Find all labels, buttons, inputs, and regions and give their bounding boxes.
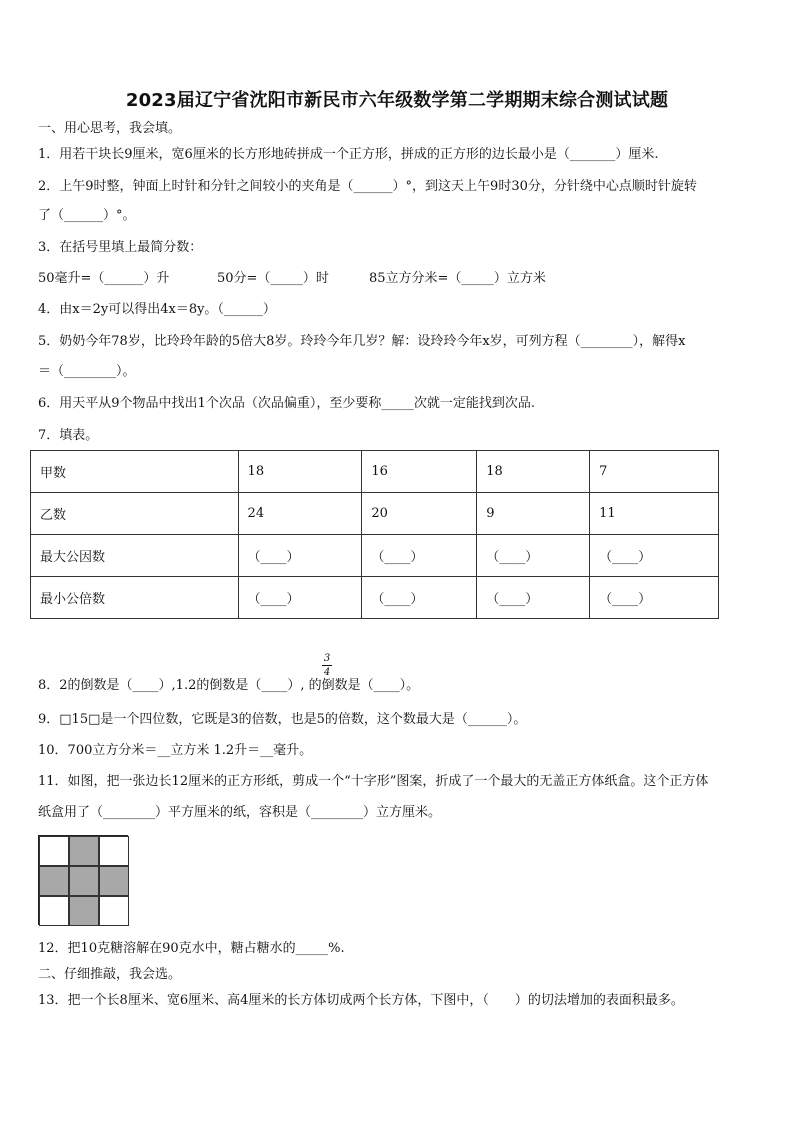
section-heading-1: 一、用心思考，我会填。 xyxy=(38,121,182,136)
question-7: 7．填表。 xyxy=(38,428,99,443)
table-row xyxy=(31,493,719,535)
question-6: 6．用天平从9个物品中找出1个次品（次品偏重），至少要称_____次就一定能找到次品. xyxy=(38,396,535,411)
table-cell: 7 xyxy=(590,451,719,493)
table-cell: 乙数 xyxy=(31,493,239,535)
question-11-line-2: 纸盒用了（________）平方厘米的纸，容积是（________）立方厘米。 xyxy=(38,805,442,820)
question-9: 9．□15□是一个四位数，它既是3的倍数，也是5的倍数，这个数最大是（______）。 xyxy=(38,712,527,727)
question-12: 12．把10克糖溶解在90克水中，糖占糖水的_____%. xyxy=(38,941,345,956)
fraction-bar xyxy=(322,665,332,666)
answer-blank-cell: （____） xyxy=(238,577,362,619)
question-1: 1．用若干块长9厘米，宽6厘米的长方形地砖拼成一个正方形，拼成的正方形的边长最小是（_______）厘米. xyxy=(38,147,659,162)
fraction-numerator: 3 xyxy=(323,653,331,664)
grid-cell xyxy=(99,866,129,896)
question-3-part-a: 50毫升=（______）升 xyxy=(38,271,170,286)
answer-blank-cell: （____） xyxy=(238,535,362,577)
grid-cell xyxy=(39,896,69,926)
page-title: 2023届辽宁省沈阳市新民市六年级数学第二学期期末综合测试试题 xyxy=(125,90,669,111)
question-3-part-c: 85立方分米=（_____）立方米 xyxy=(369,271,546,286)
grid-cell xyxy=(39,836,69,866)
table-cell: 甲数 xyxy=(31,451,239,493)
question-5-line-1: 5．奶奶今年78岁，比玲玲年龄的5倍大8岁。玲玲今年几岁？解：设玲玲今年x岁，可列方程（________），解得x xyxy=(38,334,686,349)
cross-pattern-figure xyxy=(38,835,128,925)
table-cell: 最小公倍数 xyxy=(31,577,239,619)
question-8: 8．2的倒数是（____）,1.2的倒数是（____）, 的倒数是（____）。 xyxy=(38,678,420,693)
grid-cell xyxy=(39,866,69,896)
question-5-line-2: ＝（________）。 xyxy=(38,364,136,379)
question-3-part-b: 50分=（_____）时 xyxy=(217,271,329,286)
answer-blank-cell: （____） xyxy=(590,535,719,577)
table-cell: 9 xyxy=(477,493,590,535)
fill-table xyxy=(30,450,719,619)
table-cell: 24 xyxy=(238,493,362,535)
grid-cell xyxy=(99,836,129,866)
table-cell: 最大公因数 xyxy=(31,535,239,577)
grid-cell xyxy=(69,866,99,896)
table-cell: 20 xyxy=(362,493,477,535)
question-13: 13．把一个长8厘米、宽6厘米、高4厘米的长方体切成两个长方体，下图中，（ ）的切法增加的表面积最多。 xyxy=(38,993,684,1008)
question-3: 3．在括号里填上最简分数： xyxy=(38,240,203,255)
table-cell: 11 xyxy=(590,493,719,535)
table-cell: 18 xyxy=(477,451,590,493)
question-11-line-1: 11．如图，把一张边长12厘米的正方形纸，剪成一个“十字形”图案，折成了一个最大的无盖正方体纸盒。这个正方体 xyxy=(38,774,709,789)
table-row xyxy=(31,577,719,619)
fraction-three-quarters xyxy=(320,653,334,678)
answer-blank-cell: （____） xyxy=(362,577,477,619)
table-row xyxy=(31,535,719,577)
grid-cell xyxy=(69,896,99,926)
grid-cell xyxy=(99,896,129,926)
answer-blank-cell: （____） xyxy=(477,577,590,619)
answer-blank-cell: （____） xyxy=(477,535,590,577)
grid-cell xyxy=(69,836,99,866)
question-2-line-1: 2．上午9时整，钟面上时针和分针之间较小的夹角是（______）°，到这天上午9时30分，分针绕中心点顺时针旋转 xyxy=(38,179,697,194)
fraction-denominator: 4 xyxy=(323,667,331,678)
table-cell: 16 xyxy=(362,451,477,493)
question-2-line-2: 了（______）°。 xyxy=(38,208,136,223)
answer-blank-cell: （____） xyxy=(590,577,719,619)
answer-blank-cell: （____） xyxy=(362,535,477,577)
section-heading-2: 二、仔细推敲，我会选。 xyxy=(38,967,182,982)
table-cell: 18 xyxy=(238,451,362,493)
question-4: 4．由x＝2y可以得出4x＝8y。（______） xyxy=(38,302,276,317)
question-10: 10．700立方分米＝__立方米 1.2升＝__毫升。 xyxy=(38,743,313,758)
table-row xyxy=(31,451,719,493)
